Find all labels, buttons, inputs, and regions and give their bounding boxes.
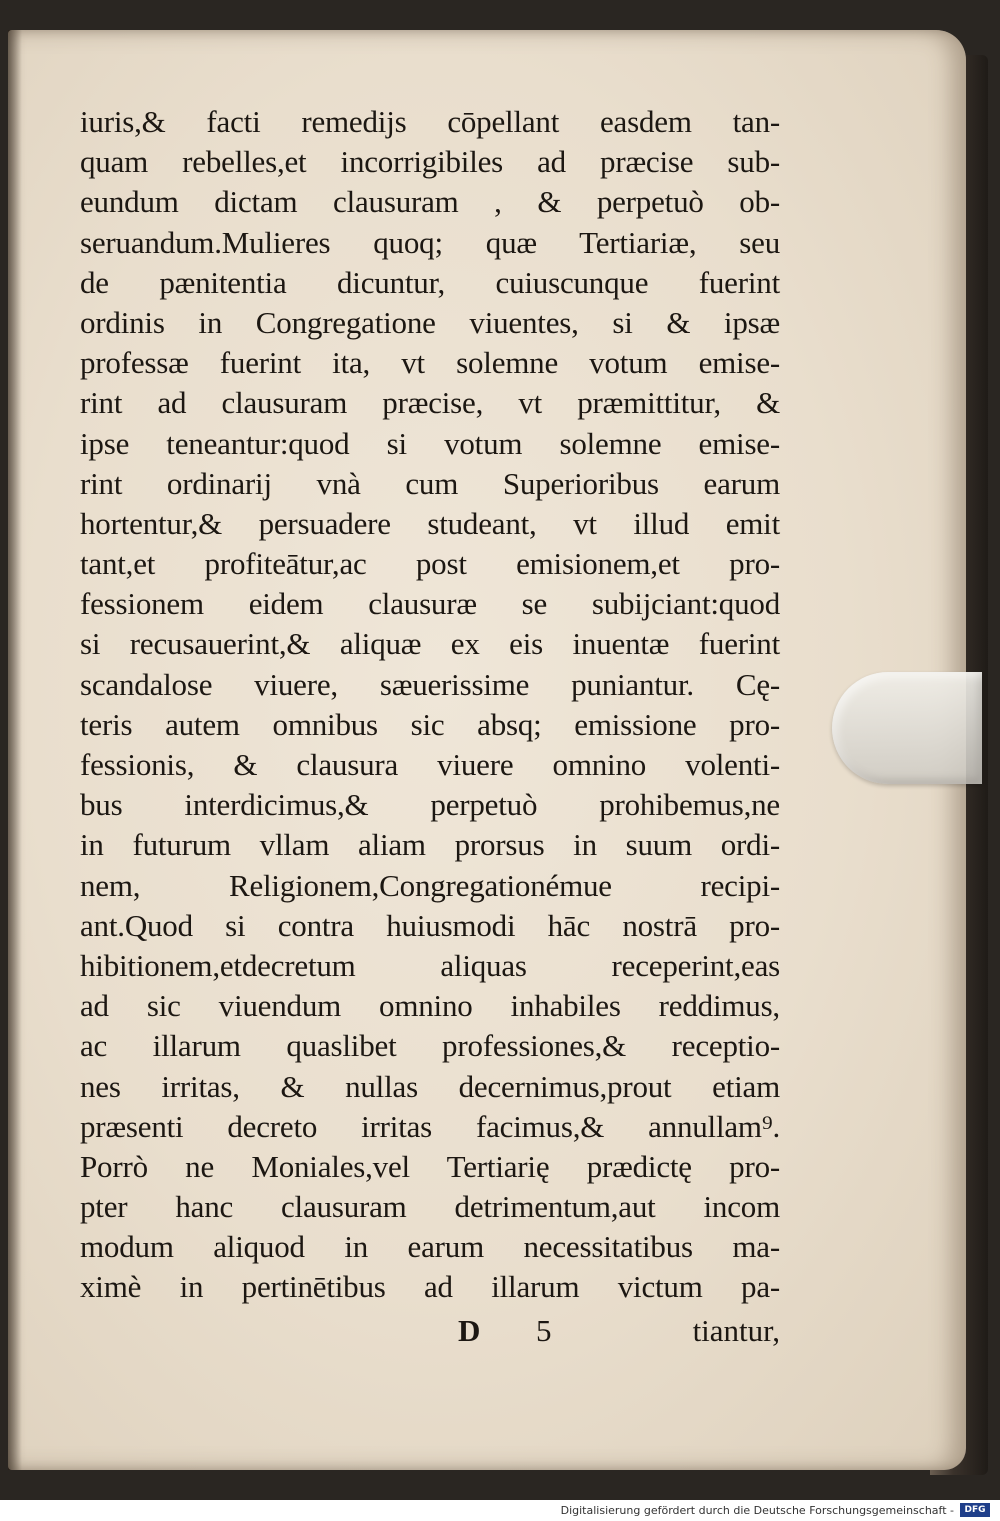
catchword: tiantur, <box>692 1313 780 1348</box>
page-number: 5 <box>536 1313 552 1348</box>
page-footer <box>80 1313 780 1353</box>
text-line: ximè in pertinētibus ad illarum victum pa- <box>80 1269 780 1305</box>
text-line: si recusauerint,& aliquæ ex eis inuentæ fuerint <box>80 626 780 662</box>
text-line: ad sic viuendum omnino inhabiles reddimus, <box>80 988 780 1024</box>
text-line: ipse teneantur:quod si votum solemne emise- <box>80 425 780 461</box>
text-line: iuris,& facti remedijs cōpellant easdem tan- <box>80 104 780 139</box>
text-line: nem, Religionem,Congregationémue recipi- <box>80 867 780 903</box>
text-line: nes irritas, & nullas decernimus,prout etiam <box>80 1068 780 1104</box>
text-line: ant.Quod si contra huiusmodi hāc nostrā pro- <box>80 907 780 943</box>
text-line: scandalose viuere, sæuerissime puniantur. Cę- <box>80 666 780 702</box>
text-line: rint ad clausuram præcise, vt præmittitur, & <box>80 385 780 421</box>
text-line: professæ fuerint ita, vt solemne votum emise- <box>80 345 780 381</box>
text-line: rint ordinarij vnà cum Superioribus earum <box>80 465 780 501</box>
text-line: bus interdicimus,& perpetuò prohibemus,ne <box>80 787 780 823</box>
text-line: teris autem omnibus sic absq; emissione pro- <box>80 706 780 742</box>
credit-bar <box>0 1500 1000 1521</box>
dfg-logo: DFG <box>960 1503 990 1517</box>
gutter-shadow <box>8 30 22 1470</box>
text-line: hortentur,& persuadere studeant, vt illud emit <box>80 505 780 541</box>
text-line: quam rebelles,et incorrigibiles ad præcise sub- <box>80 144 780 180</box>
text-line: fessionis, & clausura viuere omnino volenti- <box>80 747 780 782</box>
text-line: ac illarum quaslibet professiones,& receptio- <box>80 1028 780 1064</box>
text-line: hibitionem,etdecretum aliquas receperint,eas <box>80 947 780 983</box>
text-line: de pænitentia dicuntur, cuiuscunque fuerint <box>80 264 780 300</box>
text-line: præsenti decreto irritas facimus,& annullam⁹. <box>80 1108 780 1144</box>
text-line: in futurum vllam aliam prorsus in suum ordi- <box>80 827 780 863</box>
text-line: seruandum.Mulieres quoq; quæ Tertiariæ, seu <box>80 224 780 260</box>
text-line: eundum dictam clausuram , & perpetuò ob- <box>80 184 780 220</box>
text-line: fessionem eidem clausuræ se subijciant:quod <box>80 586 780 622</box>
text-line: tant,et profiteātur,ac post emisionem,et pro- <box>80 546 780 582</box>
book-page <box>8 30 966 1470</box>
text-line: modum aliquod in earum necessitatibus ma- <box>80 1229 780 1265</box>
plastic-page-tab <box>832 672 982 784</box>
text-line: pter hanc clausuram detrimentum,aut incom <box>80 1189 780 1225</box>
text-line: ordinis in Congregatione viuentes, si & ipsæ <box>80 304 780 340</box>
credit-text: Digitalisierung gefördert durch die Deutsche Forschungsgemeinschaft - <box>560 1504 954 1517</box>
signature-mark: D <box>458 1313 481 1348</box>
body-text <box>80 102 780 1308</box>
text-line: Porrò ne Moniales,vel Tertiarię prædictę pro- <box>80 1148 780 1184</box>
